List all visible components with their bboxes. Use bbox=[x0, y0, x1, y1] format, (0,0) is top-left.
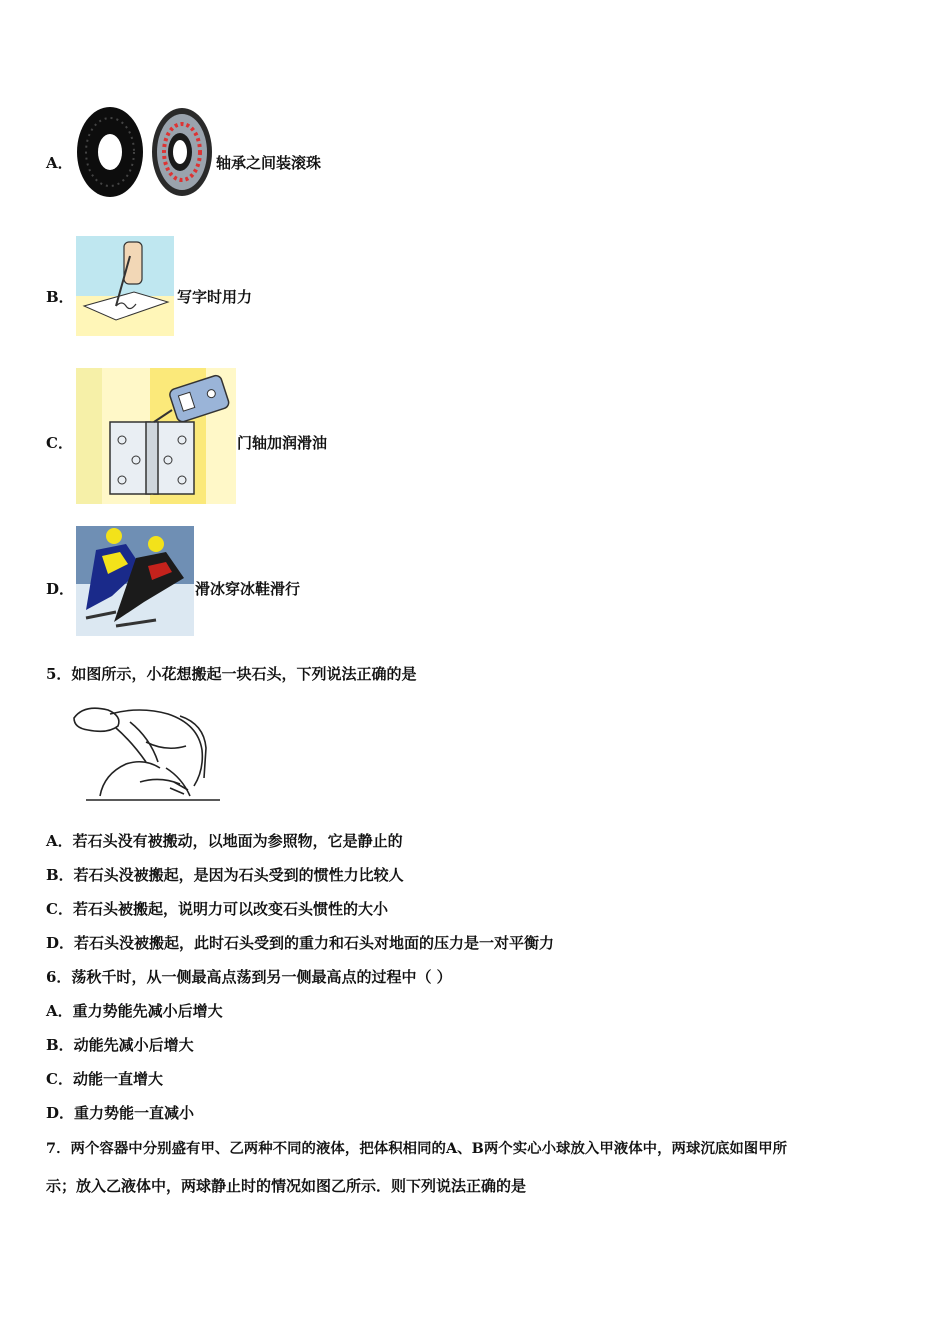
q6-stem: 6．荡秋千时，从一侧最高点荡到另一侧最高点的过程中（ ） bbox=[46, 968, 452, 986]
option-c-text: 门轴加润滑油 bbox=[237, 434, 328, 452]
option-a-text: 轴承之间装滚珠 bbox=[216, 154, 322, 172]
door-hinge-image bbox=[76, 368, 236, 504]
option-d-text: 滑冰穿冰鞋滑行 bbox=[195, 580, 301, 598]
option-c-letter: C． bbox=[46, 434, 73, 452]
q5-stem: 5．如图所示，小花想搬起一块石头，下列说法正确的是 bbox=[46, 665, 417, 683]
option-d-letter: D． bbox=[46, 580, 75, 598]
q7-stem-line2: 示；放入乙液体中，两球静止时的情况如图乙所示．则下列说法正确的是 bbox=[46, 1177, 527, 1195]
lifting-stone-image bbox=[70, 702, 226, 802]
q5-option-a: A．若石头没有被搬动，以地面为参照物，它是静止的 bbox=[46, 832, 403, 850]
skating-image bbox=[76, 526, 194, 636]
bearing-image bbox=[76, 104, 216, 200]
q6-option-d: D．重力势能一直减小 bbox=[46, 1104, 195, 1122]
writing-image bbox=[76, 236, 174, 336]
q6-option-b: B．动能先减小后增大 bbox=[46, 1036, 194, 1054]
option-a-letter: A． bbox=[46, 154, 73, 172]
q5-option-c: C．若石头被搬起，说明力可以改变石头惯性的大小 bbox=[46, 900, 388, 918]
q5-option-d: D．若石头没被搬起，此时石头受到的重力和石头对地面的压力是一对平衡力 bbox=[46, 934, 555, 952]
q5-option-b: B．若石头没被搬起，是因为石头受到的惯性力比较人 bbox=[46, 866, 404, 884]
q6-option-c: C．动能一直增大 bbox=[46, 1070, 163, 1088]
option-b-text: 写字时用力 bbox=[177, 288, 253, 306]
q6-option-a: A．重力势能先减小后增大 bbox=[46, 1002, 223, 1020]
q7-stem-line1: 7．两个容器中分别盛有甲、乙两种不同的液体，把体积相同的A、B两个实心小球放入甲液体中，两球沉底如图甲所 bbox=[46, 1140, 788, 1157]
option-b-letter: B． bbox=[46, 288, 74, 306]
